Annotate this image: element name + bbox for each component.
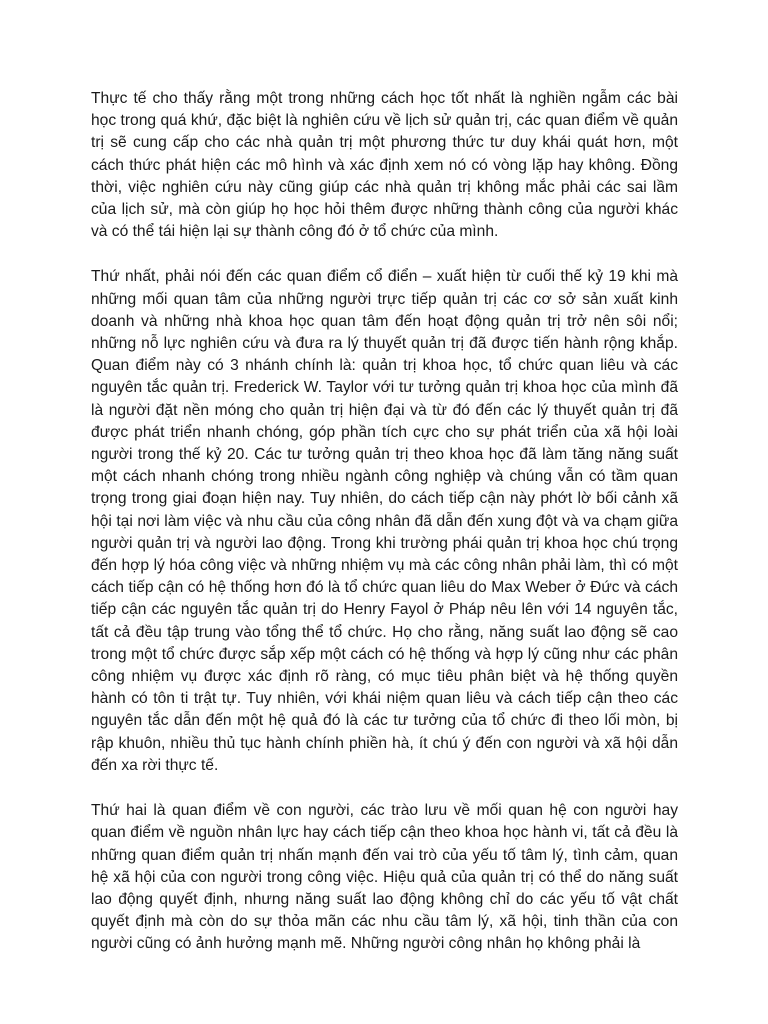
paragraph-3: Thứ hai là quan điểm về con người, các trào lưu về mối quan hệ con người hay quan điểm về nguồn nhân lực hay cách tiếp cận theo khoa học hành vi, tất cả đều là những quan điểm quản trị nhấn mạnh đến vai trò của yếu tố tâm lý, tình cảm, quan hệ xã hội của con người trong công việc. Hiệu quả của quản trị có thể do năng suất lao động quyết định, nhưng năng suất lao động không chỉ do các yếu tố vật chất quyết định mà còn do sự thỏa mãn các nhu cầu tâm lý, xã hội, tinh thần của con người cũng có ảnh hưởng mạnh mẽ. Những người công nhân họ không phải là [91, 802, 678, 953]
document-body [91, 88, 678, 956]
paragraph-2: Thứ nhất, phải nói đến các quan điểm cổ điển – xuất hiện từ cuối thế kỷ 19 khi mà những mối quan tâm của những người trực tiếp quản trị các cơ sở sản xuất kinh doanh và những nhà khoa học quan tâm đến hoạt động quản trị trở nên sôi nổi; những nỗ lực nghiên cứu và đưa ra lý thuyết quản trị đã được tiến hành rộng khắp. Quan điểm này có 3 nhánh chính là: quản trị khoa học, tổ chức quan liêu và các nguyên tắc quản trị. Frederick W. Taylor với tư tưởng quản trị khoa học của mình đã là người đặt nền móng cho quản trị hiện đại và từ đó đến các lý thuyết quản trị đã được phát triển nhanh chóng, góp phần tích cực cho sự phát triển của xã hội loài người trong thế kỷ 20. Các tư tưởng quản trị theo khoa học đã làm tăng năng suất một cách nhanh chóng trong nhiều ngành công nghiệp và chúng vẫn có tầm quan trọng trong giai đoạn hiện nay. Tuy nhiên, do cách tiếp cận này phớt lờ bối cảnh xã hội tại nơi làm việc và nhu cầu của công nhân đã dẫn đến xung đột và va chạm giữa người quản trị và người lao động. Trong khi trường phái quản trị khoa học chú trọng đến hợp lý hóa công việc và những nhiệm vụ mà các công nhân phải làm, thì có một cách tiếp cận có hệ thống hơn đó là tổ chức quan liêu do Max Weber ở Đức và cách tiếp cận các nguyên tắc quản trị do Henry Fayol ở Pháp nêu lên với 14 nguyên tắc, tất cả đều tập trung vào tổng thể tổ chức. Họ cho rằng, năng suất lao động sẽ cao trong một tổ chức được sắp xếp một cách có hệ thống và hợp lý cũng như các phân công nhiệm vụ được xác định rõ ràng, có mục tiêu phân biệt và hệ thống quyền hành có tôn ti trật tự. Tuy nhiên, với khái niệm quan liêu và cách tiếp cận theo các nguyên tắc dẫn đến một hệ quả đó là các tư tưởng của tổ chức đi theo lối mòn, bị rập khuôn, nhiều thủ tục hành chính phiền hà, ít chú ý đến con người và xã hội dẫn đến xa rời thực tế. [91, 268, 678, 774]
paragraph-1: Thực tế cho thấy rằng một trong những cách học tốt nhất là nghiền ngẫm các bài học trong quá khứ, đặc biệt là nghiên cứu về lịch sử quản trị, các quan điểm về quản trị sẽ cung cấp cho các nhà quản trị một phương thức tư duy khái quát hơn, một cách thức phát hiện các mô hình và xác định xem nó có vòng lặp hay không. Đồng thời, việc nghiên cứu này cũng giúp các nhà quản trị không mắc phải các sai lầm của lịch sử, mà còn giúp họ học hỏi thêm được những thành công của người khác và có thể tái hiện lại sự thành công đó ở tổ chức của mình. [91, 90, 678, 241]
